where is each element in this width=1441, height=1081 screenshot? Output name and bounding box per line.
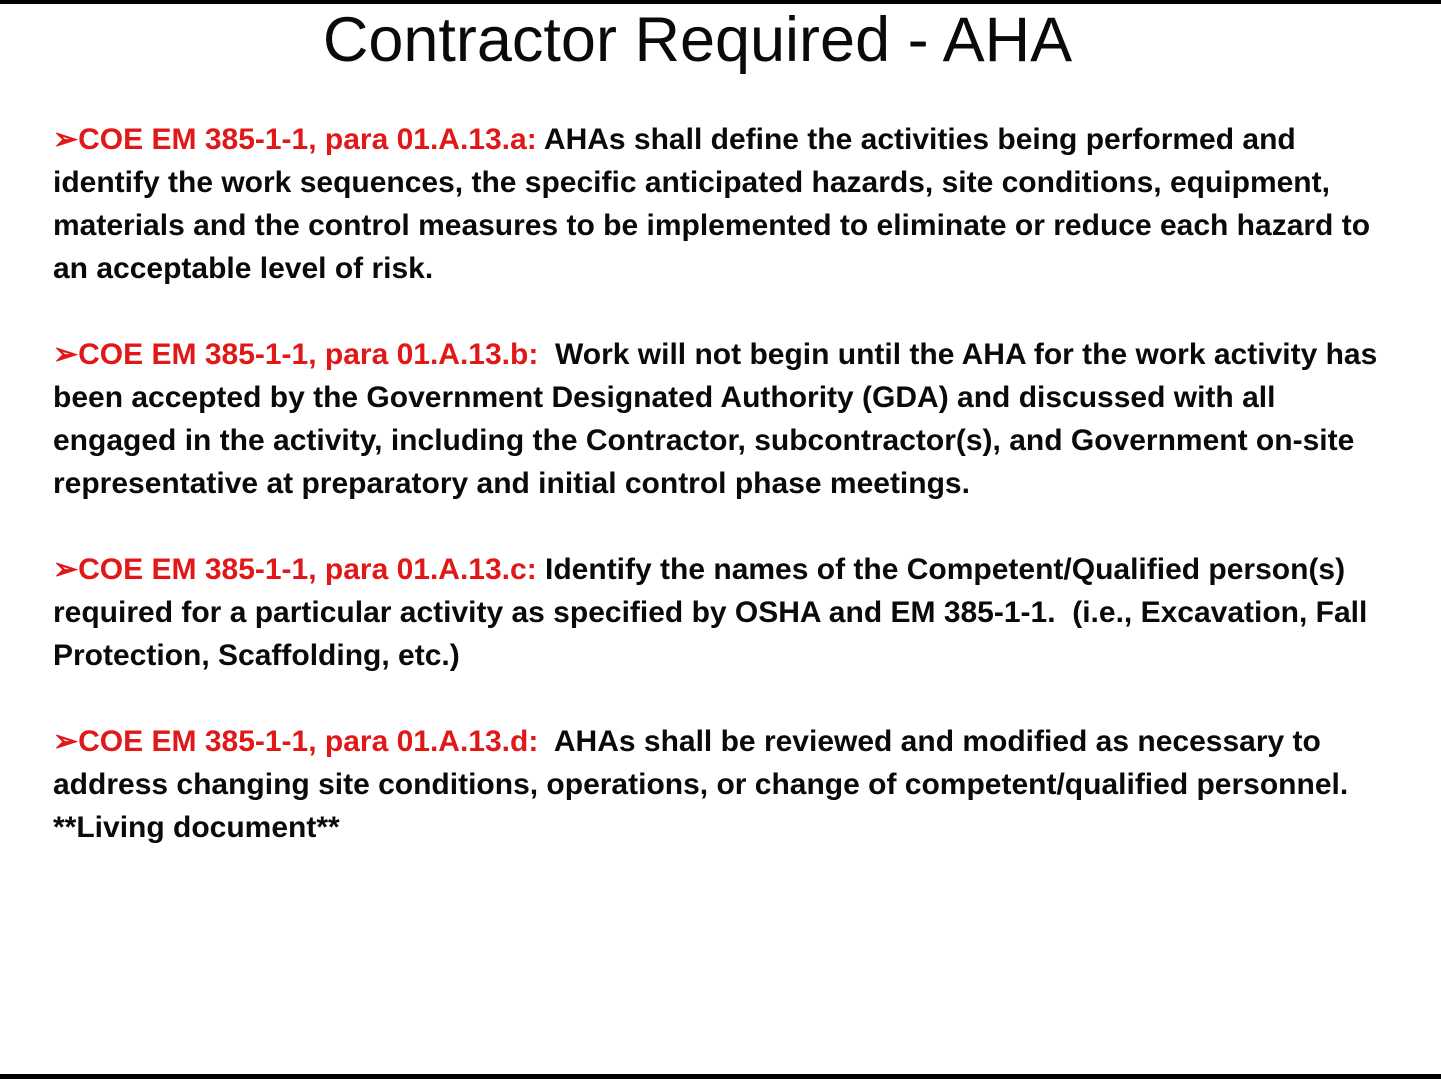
bullet-ref-label-b: COE EM 385-1-1, para 01.A.13.b: xyxy=(78,338,539,371)
bullet-item-b xyxy=(53,333,1395,505)
slide-body xyxy=(53,118,1395,849)
letterbox-top-bar xyxy=(0,0,1441,4)
bullet-item-c xyxy=(53,548,1395,677)
arrow-bullet-icon: ➢ xyxy=(53,725,79,758)
bullet-item-d xyxy=(53,720,1395,849)
arrow-bullet-icon: ➢ xyxy=(53,123,79,156)
bullet-text-d: AHAs shall be reviewed and modified as necessary to address changing site conditions, operations, or change of competent/qualified personnel. **Living document** xyxy=(53,725,1374,844)
bullet-text-c: Identify the names of the Competent/Qualified person(s) required for a particular activity as specified by OSHA and EM 385-1-1. (i.e., Excavation, Fall Protection, Scaffolding, etc.) xyxy=(53,553,1376,672)
letterbox-bottom-bar xyxy=(0,1074,1441,1079)
bullet-text-b: Work will not begin until the AHA for the work activity has been accepted by the Government Designated Authority (GDA) and discussed with all engaged in the activity, including the Contractor, subcontractor(s), and Government on-site representative at preparatory and initial control phase meetings. xyxy=(53,338,1386,500)
bullet-ref-label-d: COE EM 385-1-1, para 01.A.13.d: xyxy=(78,725,539,758)
slide-title: Contractor Required - AHA xyxy=(322,5,1073,75)
bullet-ref-label-a: COE EM 385-1-1, para 01.A.13.a: xyxy=(78,123,537,156)
arrow-bullet-icon: ➢ xyxy=(53,338,79,371)
arrow-bullet-icon: ➢ xyxy=(53,553,79,586)
bullet-text-a: AHAs shall define the activities being performed and identify the work sequences, the specific anticipated hazards, site conditions, equipment, materials and the control measures to be implemented to eliminate or reduce each hazard to an acceptable level of risk. xyxy=(53,123,1379,285)
bullet-item-a xyxy=(53,118,1395,290)
bullet-ref-label-c: COE EM 385-1-1, para 01.A.13.c: xyxy=(78,553,537,586)
